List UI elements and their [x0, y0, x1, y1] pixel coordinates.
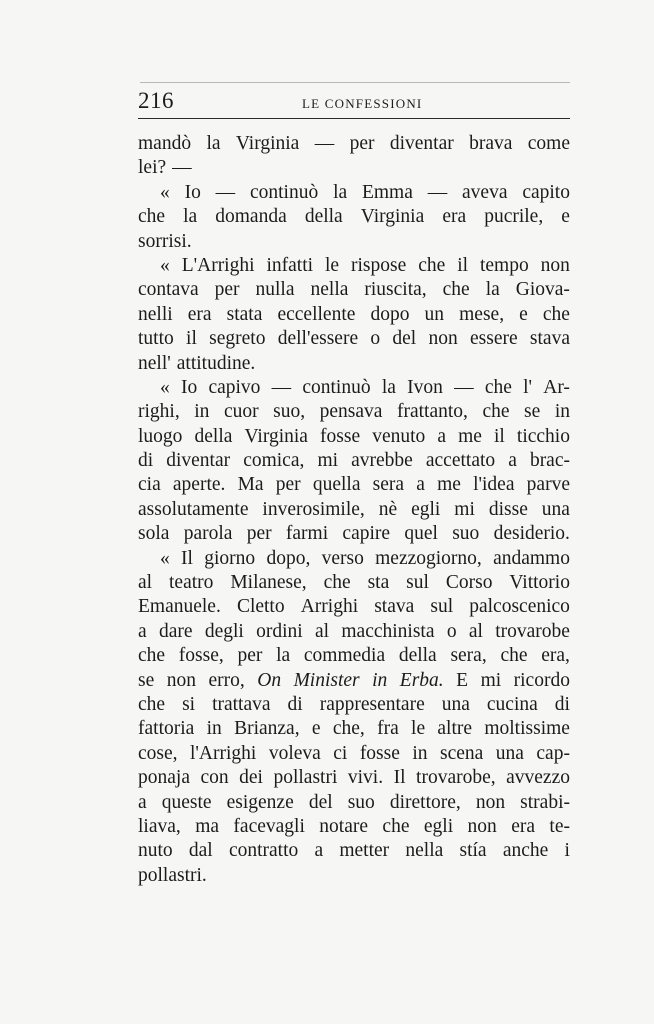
text-line: se non erro, On Minister in Erba. E mi ricordo: [138, 669, 570, 691]
text-line: assolutamente inverosimile, nè egli mi disse una: [138, 498, 570, 520]
text-line: liava, ma facevagli notare che egli non era te-: [138, 815, 570, 837]
header-rule: [138, 118, 570, 119]
text-line: Emanuele. Cletto Arrighi stava sul palcoscenico: [138, 596, 570, 618]
text-line: mandò la Virginia — per diventar brava come: [138, 133, 570, 154]
body-text: [138, 132, 570, 888]
text-line: nuto dal contratto a metter nella stía anche i: [138, 840, 570, 862]
text-line: a queste esigenze del suo direttore, non strabi-: [138, 791, 570, 813]
running-title: LE CONFESSIONI: [302, 96, 423, 111]
text-line: fattoria in Brianza, e che, fra le altre moltissime: [138, 718, 570, 740]
top-hairline: [140, 82, 570, 83]
text-line: cia aperte. Ma per quella sera a me l'idea parve: [138, 474, 570, 496]
text-line: di diventar comica, mi avrebbe accettato a brac-: [138, 450, 570, 472]
text-line: righi, in cuor suo, pensava frattanto, che se in: [138, 401, 570, 423]
text-line: sola parola per farmi capire quel suo desiderio.: [138, 523, 570, 545]
text-line: tutto il segreto dell'essere o del non essere stava: [138, 328, 570, 350]
text-line: « Io capivo — continuò la Ivon — che l' Ar-: [160, 376, 570, 398]
text-line: contava per nulla nella riuscita, che la Giova-: [138, 279, 570, 301]
text-line: pollastri.: [138, 864, 207, 886]
text-line: al teatro Milanese, che sta sul Corso Vittorio: [138, 572, 570, 594]
page-number: 216: [138, 88, 174, 113]
text-line: a dare degli ordini al macchinista o al trovarobe: [138, 620, 570, 642]
text-line: « Il giorno dopo, verso mezzogiorno, andammo: [160, 547, 570, 569]
text-line: ponaja con dei pollastri vivi. Il trovarobe, avvezzo: [138, 767, 570, 789]
text-line: cose, l'Arrighi voleva ci fosse in scena una cap-: [138, 742, 570, 764]
text-line: sorrisi.: [138, 230, 192, 252]
running-header: [138, 88, 570, 118]
text-line: che si trattava di rappresentare una cucina di: [138, 693, 570, 715]
text-line: che fosse, per la commedia della sera, che era,: [138, 645, 570, 667]
text-line: « L'Arrighi infatti le rispose che il tempo non: [160, 254, 570, 276]
text-line: che la domanda della Virginia era pucrile, e: [138, 206, 570, 228]
text-line: lei? —: [138, 157, 192, 179]
text-line: « Io — continuò la Emma — aveva capito: [160, 181, 570, 203]
text-line: nell' attitudine.: [138, 352, 256, 374]
text-line: nelli era stata eccellente dopo un mese, e che: [138, 303, 570, 325]
text-line: luogo della Virginia fosse venuto a me il ticchio: [138, 425, 570, 447]
